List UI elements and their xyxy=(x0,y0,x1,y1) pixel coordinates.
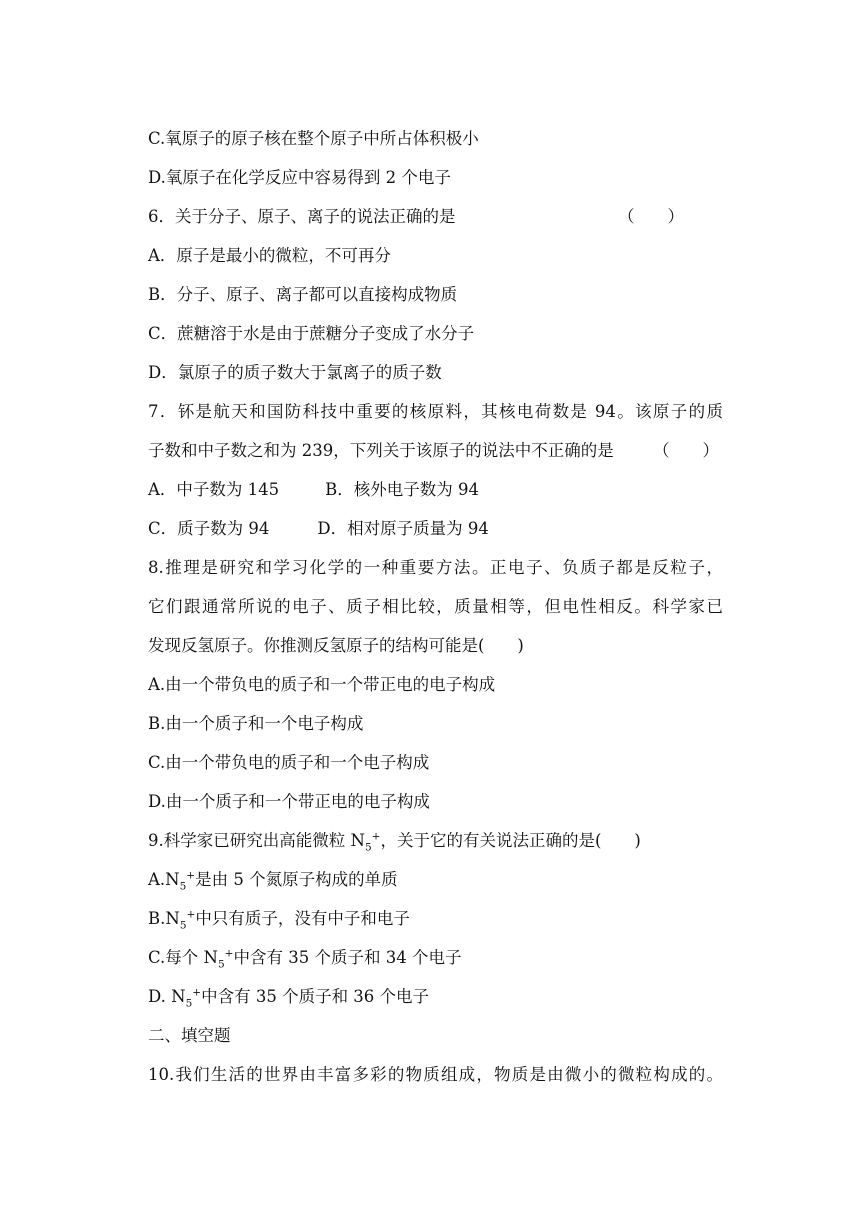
option-c-post: 中含有 35 个质子和 34 个电子 xyxy=(233,948,462,967)
question-9-text-pre: 9.科学家已研究出高能微粒 N xyxy=(148,831,365,850)
option-a-pre: A.N xyxy=(148,870,180,889)
question-9-option-b xyxy=(148,908,723,930)
question-9-option-d xyxy=(148,986,723,1008)
formula-subscript: 5 xyxy=(179,880,187,893)
question-6-text: 6．关于分子、原子、离子的说法正确的是 xyxy=(148,207,456,226)
question-7-answer-blank: （ ） xyxy=(653,441,719,460)
question-6-option-b: B．分子、原子、离子都可以直接构成物质 xyxy=(148,285,458,304)
formula-superscript: + xyxy=(186,908,196,921)
question-6-option-c: C．蔗糖溶于水是由于蔗糖分子变成了水分子 xyxy=(148,324,475,343)
formula-subscript: 5 xyxy=(179,919,187,932)
formula-subscript: 5 xyxy=(217,958,225,971)
question-7-option-c: C．质子数为 94 xyxy=(148,519,270,538)
question-7-option-d: D．相对原子质量为 94 xyxy=(317,519,489,538)
question-8-option-b: B.由一个质子和一个电子构成 xyxy=(148,714,364,733)
option-b-pre: B.N xyxy=(148,909,180,928)
section-heading-fill-in: 二、填空题 xyxy=(148,1026,231,1045)
question-6-answer-blank: （ ） xyxy=(618,207,684,226)
question-8-option-c: C.由一个带负电的质子和一个电子构成 xyxy=(148,753,430,772)
formula-superscript: + xyxy=(371,830,381,843)
question-10-stem: 10.我们生活的世界由丰富多彩的物质组成，物质是由微小的微粒构成的。 xyxy=(148,1065,723,1084)
option-a-post: 是由 5 个氮原子构成的单质 xyxy=(195,870,398,889)
question-9-option-c xyxy=(148,947,723,969)
question-8-stem-line-1: 8.推理是研究和学习化学的一种重要方法。正电子、负质子都是反粒子， xyxy=(148,558,723,577)
option-d-post: 中含有 35 个质子和 36 个电子 xyxy=(201,987,430,1006)
question-9-text-post: ，关于它的有关说法正确的是( ) xyxy=(380,831,641,850)
question-7-option-b: B．核外电子数为 94 xyxy=(325,480,480,499)
question-6-stem xyxy=(148,206,723,228)
question-7-text: 子数和中子数之和为 239，下列关于该原子的说法中不正确的是 xyxy=(148,441,614,460)
question-7-options-row-2 xyxy=(148,518,723,540)
question-9-option-a xyxy=(148,869,723,891)
formula-subscript: 5 xyxy=(364,841,372,854)
question-8-stem-line-3: 发现反氢原子。你推测反氢原子的结构可能是( ) xyxy=(148,636,524,655)
question-6-option-a: A．原子是最小的微粒，不可再分 xyxy=(148,246,391,265)
option-c-pre: C.每个 N xyxy=(148,948,218,967)
option-d-pre: D. N xyxy=(148,987,186,1006)
question-7-stem-line-1: 7．钚是航天和国防科技中重要的核原料，其核电荷数是 94。该原子的质 xyxy=(148,402,723,421)
question-8-stem-line-2: 它们跟通常所说的电子、质子相比较，质量相等，但电性相反。科学家已 xyxy=(148,597,723,616)
question-7-options-row-1 xyxy=(148,479,723,501)
question-9-stem xyxy=(148,830,723,852)
formula-subscript: 5 xyxy=(185,997,193,1010)
question-6-option-d: D．氯原子的质子数大于氯离子的质子数 xyxy=(148,363,442,382)
formula-superscript: + xyxy=(186,869,196,882)
formula-superscript: + xyxy=(192,986,202,999)
option-c-oxygen-nucleus: C.氧原子的原子核在整个原子中所占体积极小 xyxy=(148,129,479,148)
option-d-oxygen-electrons: D.氧原子在化学反应中容易得到 2 个电子 xyxy=(148,168,451,187)
question-8-option-d: D.由一个质子和一个带正电的电子构成 xyxy=(148,792,430,811)
formula-superscript: + xyxy=(224,947,234,960)
question-8-option-a: A.由一个带负电的质子和一个带正电的电子构成 xyxy=(148,675,496,694)
option-b-post: 中只有质子，没有中子和电子 xyxy=(195,909,410,928)
question-7-option-a: A．中子数为 145 xyxy=(148,480,280,499)
question-7-stem-line-2 xyxy=(148,440,723,462)
